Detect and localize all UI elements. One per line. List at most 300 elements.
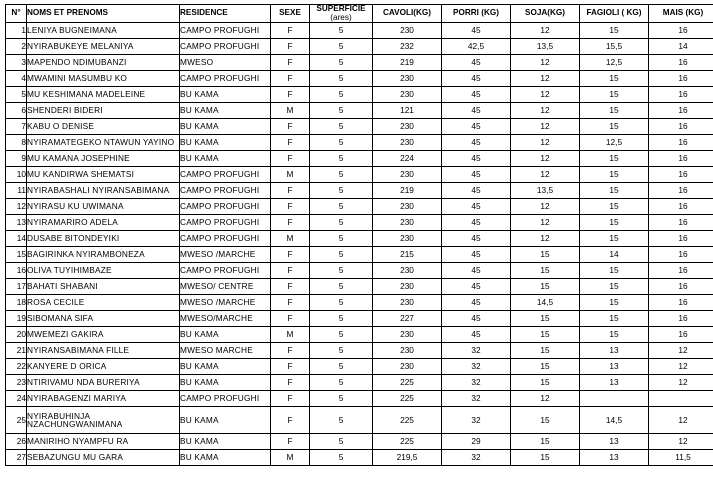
cell-superficie: 5 — [310, 55, 373, 71]
cell-superficie: 5 — [310, 295, 373, 311]
table-row[interactable] — [6, 215, 713, 231]
cell-mais: 12 — [649, 434, 713, 450]
table-row[interactable] — [6, 135, 713, 151]
cell-sexe: F — [271, 407, 310, 434]
cell-no: 10 — [6, 167, 27, 183]
cell-cavoli: 230 — [373, 87, 442, 103]
cell-name: KANYERE D ORICA — [27, 359, 180, 375]
cell-no: 12 — [6, 199, 27, 215]
cell-soja: 15 — [511, 279, 580, 295]
cell-no: 7 — [6, 119, 27, 135]
cell-no: 8 — [6, 135, 27, 151]
beneficiary-distribution-table — [5, 4, 713, 466]
cell-soja: 15 — [511, 263, 580, 279]
cell-fagioli: 13 — [580, 343, 649, 359]
table-row[interactable] — [6, 87, 713, 103]
cell-residence: CAMPO PROFUGHI — [180, 39, 271, 55]
cell-soja: 14,5 — [511, 295, 580, 311]
cell-superficie: 5 — [310, 183, 373, 199]
cell-mais: 16 — [649, 103, 713, 119]
column-header-sexe: SEXE — [271, 5, 310, 23]
cell-superficie: 5 — [310, 327, 373, 343]
cell-mais: 12 — [649, 375, 713, 391]
cell-fagioli: 15 — [580, 231, 649, 247]
cell-sexe: F — [271, 359, 310, 375]
cell-porri: 45 — [442, 167, 511, 183]
cell-residence: CAMPO PROFUGHI — [180, 215, 271, 231]
cell-residence: CAMPO PROFUGHI — [180, 231, 271, 247]
cell-sexe: F — [271, 311, 310, 327]
cell-porri: 45 — [442, 295, 511, 311]
cell-mais: 16 — [649, 151, 713, 167]
cell-cavoli: 230 — [373, 71, 442, 87]
cell-fagioli: 15 — [580, 183, 649, 199]
cell-residence: MWESO/ CENTRE — [180, 279, 271, 295]
cell-mais: 16 — [649, 23, 713, 39]
cell-name: KABU O DENISE — [27, 119, 180, 135]
cell-superficie: 5 — [310, 119, 373, 135]
cell-soja: 12 — [511, 103, 580, 119]
cell-fagioli: 15 — [580, 279, 649, 295]
cell-residence: BU KAMA — [180, 375, 271, 391]
cell-residence: CAMPO PROFUGHI — [180, 183, 271, 199]
cell-name: MU KAMANA JOSEPHINE — [27, 151, 180, 167]
cell-superficie: 5 — [310, 135, 373, 151]
cell-soja: 15 — [511, 375, 580, 391]
table-row[interactable] — [6, 343, 713, 359]
table-row[interactable] — [6, 327, 713, 343]
cell-mais: 16 — [649, 71, 713, 87]
column-header-names: NOMS ET PRENOMS — [27, 5, 180, 23]
cell-cavoli: 219 — [373, 183, 442, 199]
cell-mais: 12 — [649, 359, 713, 375]
table-row[interactable] — [6, 231, 713, 247]
table-row[interactable] — [6, 391, 713, 407]
cell-fagioli: 15 — [580, 71, 649, 87]
table-row[interactable] — [6, 71, 713, 87]
cell-residence: BU KAMA — [180, 434, 271, 450]
cell-superficie: 5 — [310, 343, 373, 359]
cell-name: BAGIRINKA NYIRAMBONEZA — [27, 247, 180, 263]
table-body — [6, 23, 713, 466]
cell-cavoli: 230 — [373, 167, 442, 183]
table-row[interactable] — [6, 167, 713, 183]
cell-name: NYIRAMATEGEKO NTAWUN YAYINO — [27, 135, 180, 151]
cell-residence: MWESO MARCHE — [180, 343, 271, 359]
cell-sexe: F — [271, 215, 310, 231]
cell-no: 23 — [6, 375, 27, 391]
column-header-cavoli: CAVOLI(KG) — [373, 5, 442, 23]
cell-superficie: 5 — [310, 247, 373, 263]
table-row[interactable] — [6, 55, 713, 71]
table-row[interactable] — [6, 263, 713, 279]
cell-no: 3 — [6, 55, 27, 71]
cell-sexe: F — [271, 87, 310, 103]
cell-no: 18 — [6, 295, 27, 311]
cell-sexe: F — [271, 263, 310, 279]
cell-mais: 12 — [649, 407, 713, 434]
cell-cavoli: 230 — [373, 215, 442, 231]
cell-soja: 13,5 — [511, 183, 580, 199]
cell-sexe: F — [271, 151, 310, 167]
cell-superficie: 5 — [310, 71, 373, 87]
cell-cavoli: 121 — [373, 103, 442, 119]
cell-cavoli: 225 — [373, 407, 442, 434]
cell-cavoli: 230 — [373, 199, 442, 215]
cell-soja: 12 — [511, 215, 580, 231]
cell-fagioli: 15 — [580, 215, 649, 231]
cell-porri: 45 — [442, 311, 511, 327]
cell-fagioli: 12,5 — [580, 135, 649, 151]
cell-mais: 16 — [649, 263, 713, 279]
cell-soja: 12 — [511, 167, 580, 183]
cell-residence: BU KAMA — [180, 135, 271, 151]
cell-name: NTIRIVAMU NDA BURERIYA — [27, 375, 180, 391]
cell-porri: 45 — [442, 151, 511, 167]
cell-fagioli: 15 — [580, 167, 649, 183]
cell-cavoli: 230 — [373, 327, 442, 343]
cell-porri: 45 — [442, 199, 511, 215]
cell-soja: 15 — [511, 327, 580, 343]
cell-superficie: 5 — [310, 215, 373, 231]
cell-name: SHENDERI BIDERI — [27, 103, 180, 119]
cell-superficie: 5 — [310, 391, 373, 407]
cell-superficie: 5 — [310, 450, 373, 466]
cell-residence: MWESO /MARCHE — [180, 247, 271, 263]
column-header-no: N° — [6, 5, 27, 23]
cell-residence: CAMPO PROFUGHI — [180, 391, 271, 407]
cell-fagioli: 15 — [580, 87, 649, 103]
cell-porri: 45 — [442, 119, 511, 135]
cell-sexe: F — [271, 119, 310, 135]
cell-fagioli: 15 — [580, 119, 649, 135]
header-row — [6, 5, 713, 23]
cell-soja: 15 — [511, 311, 580, 327]
cell-soja: 12 — [511, 391, 580, 407]
cell-cavoli: 225 — [373, 391, 442, 407]
cell-sexe: F — [271, 183, 310, 199]
cell-mais: 14 — [649, 39, 713, 55]
cell-soja: 12 — [511, 55, 580, 71]
cell-residence: BU KAMA — [180, 103, 271, 119]
cell-cavoli: 230 — [373, 119, 442, 135]
cell-mais: 16 — [649, 215, 713, 231]
cell-residence: MWESO/MARCHE — [180, 311, 271, 327]
superficie-unit: (ares) — [330, 12, 352, 22]
cell-no: 20 — [6, 327, 27, 343]
cell-residence: BU KAMA — [180, 450, 271, 466]
cell-name: NYIRANSABIMANA FILLE — [27, 343, 180, 359]
cell-name: NYIRABUHINJA NZACHUNGWANIMANA — [27, 407, 180, 434]
cell-superficie: 5 — [310, 199, 373, 215]
cell-name: ROSA CECILE — [27, 295, 180, 311]
cell-sexe: F — [271, 247, 310, 263]
cell-name: OLIVA TUYIHIMBAZE — [27, 263, 180, 279]
cell-soja: 12 — [511, 135, 580, 151]
cell-porri: 32 — [442, 359, 511, 375]
cell-fagioli: 15 — [580, 263, 649, 279]
cell-residence: CAMPO PROFUGHI — [180, 263, 271, 279]
table-row[interactable] — [6, 199, 713, 215]
cell-cavoli: 224 — [373, 151, 442, 167]
cell-name: NYIRABASHALI NYIRANSABIMANA — [27, 183, 180, 199]
cell-superficie: 5 — [310, 103, 373, 119]
cell-fagioli: 15 — [580, 151, 649, 167]
cell-mais: 16 — [649, 199, 713, 215]
table-row[interactable] — [6, 434, 713, 450]
cell-soja: 13,5 — [511, 39, 580, 55]
cell-sexe: F — [271, 343, 310, 359]
cell-superficie: 5 — [310, 434, 373, 450]
cell-sexe: F — [271, 199, 310, 215]
cell-name: MWAMINI MASUMBU KO — [27, 71, 180, 87]
cell-porri: 32 — [442, 375, 511, 391]
cell-fagioli — [580, 391, 649, 407]
cell-porri: 32 — [442, 391, 511, 407]
cell-sexe: M — [271, 103, 310, 119]
cell-fagioli: 15 — [580, 295, 649, 311]
cell-superficie: 5 — [310, 151, 373, 167]
cell-residence: CAMPO PROFUGHI — [180, 23, 271, 39]
cell-no: 24 — [6, 391, 27, 407]
cell-mais: 16 — [649, 247, 713, 263]
cell-fagioli: 13 — [580, 450, 649, 466]
cell-soja: 12 — [511, 87, 580, 103]
cell-no: 15 — [6, 247, 27, 263]
cell-fagioli: 15 — [580, 103, 649, 119]
cell-sexe: F — [271, 295, 310, 311]
cell-porri: 45 — [442, 71, 511, 87]
cell-superficie: 5 — [310, 23, 373, 39]
table-row[interactable] — [6, 247, 713, 263]
table-row[interactable] — [6, 407, 713, 434]
cell-superficie: 5 — [310, 231, 373, 247]
column-header-porri: PORRI (KG) — [442, 5, 511, 23]
cell-cavoli: 225 — [373, 375, 442, 391]
cell-superficie: 5 — [310, 279, 373, 295]
cell-superficie: 5 — [310, 87, 373, 103]
cell-sexe: F — [271, 55, 310, 71]
cell-sexe: F — [271, 375, 310, 391]
cell-fagioli: 14 — [580, 247, 649, 263]
cell-cavoli: 230 — [373, 231, 442, 247]
cell-residence: BU KAMA — [180, 407, 271, 434]
table-row[interactable] — [6, 39, 713, 55]
cell-fagioli: 15 — [580, 23, 649, 39]
cell-no: 9 — [6, 151, 27, 167]
cell-soja: 15 — [511, 450, 580, 466]
superficie-label: SUPERFICIE — [316, 4, 366, 13]
cell-sexe: F — [271, 23, 310, 39]
cell-mais: 16 — [649, 167, 713, 183]
cell-sexe: F — [271, 71, 310, 87]
cell-sexe: M — [271, 167, 310, 183]
cell-name: SEBAZUNGU MU GARA — [27, 450, 180, 466]
cell-mais: 12 — [649, 343, 713, 359]
cell-no: 27 — [6, 450, 27, 466]
cell-residence: BU KAMA — [180, 327, 271, 343]
cell-cavoli: 230 — [373, 279, 442, 295]
column-header-fagioli: FAGIOLI ( KG) — [580, 5, 649, 23]
cell-cavoli: 225 — [373, 434, 442, 450]
table-row[interactable] — [6, 119, 713, 135]
cell-soja: 15 — [511, 407, 580, 434]
cell-no: 2 — [6, 39, 27, 55]
table-row[interactable] — [6, 359, 713, 375]
cell-porri: 45 — [442, 215, 511, 231]
cell-porri: 45 — [442, 55, 511, 71]
cell-mais — [649, 391, 713, 407]
cell-cavoli: 232 — [373, 39, 442, 55]
cell-porri: 32 — [442, 407, 511, 434]
cell-name: MU KANDIRWA SHEMATSI — [27, 167, 180, 183]
table-row[interactable] — [6, 279, 713, 295]
cell-name: LENIYA BUGNEIMANA — [27, 23, 180, 39]
cell-porri: 32 — [442, 343, 511, 359]
cell-fagioli: 13 — [580, 375, 649, 391]
cell-sexe: M — [271, 450, 310, 466]
cell-cavoli: 230 — [373, 23, 442, 39]
cell-name: BAHATI SHABANI — [27, 279, 180, 295]
cell-residence: MWESO — [180, 55, 271, 71]
table-row[interactable] — [6, 295, 713, 311]
table-header — [6, 5, 713, 23]
cell-name: SIBOMANA SIFA — [27, 311, 180, 327]
cell-sexe: M — [271, 327, 310, 343]
column-header-residence: RESIDENCE — [180, 5, 271, 23]
column-header-superficie — [310, 5, 373, 23]
cell-superficie: 5 — [310, 39, 373, 55]
cell-name: MWEMEZI GAKIRA — [27, 327, 180, 343]
cell-superficie: 5 — [310, 359, 373, 375]
cell-cavoli: 219 — [373, 55, 442, 71]
cell-soja: 12 — [511, 23, 580, 39]
cell-porri: 45 — [442, 103, 511, 119]
cell-porri: 45 — [442, 23, 511, 39]
cell-cavoli: 230 — [373, 295, 442, 311]
cell-mais: 16 — [649, 295, 713, 311]
cell-soja: 12 — [511, 151, 580, 167]
cell-fagioli: 13 — [580, 359, 649, 375]
cell-no: 25 — [6, 407, 27, 434]
cell-fagioli: 15 — [580, 311, 649, 327]
cell-sexe: F — [271, 434, 310, 450]
cell-porri: 45 — [442, 247, 511, 263]
cell-superficie: 5 — [310, 167, 373, 183]
table-row[interactable] — [6, 311, 713, 327]
cell-name: MANIRIHO NYAMPFU RA — [27, 434, 180, 450]
cell-porri: 45 — [442, 279, 511, 295]
cell-residence: CAMPO PROFUGHI — [180, 199, 271, 215]
cell-fagioli: 13 — [580, 434, 649, 450]
cell-sexe: F — [271, 279, 310, 295]
column-header-mais: MAIS (KG) — [649, 5, 713, 23]
cell-porri: 29 — [442, 434, 511, 450]
table-row[interactable] — [6, 375, 713, 391]
table-row[interactable] — [6, 183, 713, 199]
cell-cavoli: 227 — [373, 311, 442, 327]
cell-mais: 16 — [649, 87, 713, 103]
table-row[interactable] — [6, 103, 713, 119]
cell-name: NYIRASU KU UWIMANA — [27, 199, 180, 215]
cell-superficie: 5 — [310, 263, 373, 279]
cell-soja: 12 — [511, 199, 580, 215]
cell-no: 4 — [6, 71, 27, 87]
cell-fagioli: 15 — [580, 199, 649, 215]
cell-mais: 16 — [649, 183, 713, 199]
cell-soja: 15 — [511, 343, 580, 359]
cell-residence: BU KAMA — [180, 87, 271, 103]
cell-no: 14 — [6, 231, 27, 247]
cell-sexe: M — [271, 231, 310, 247]
cell-porri: 32 — [442, 450, 511, 466]
cell-porri: 45 — [442, 231, 511, 247]
cell-name: MAPENDO NDIMUBANZI — [27, 55, 180, 71]
column-header-soja: SOJA(KG) — [511, 5, 580, 23]
cell-residence: CAMPO PROFUGHI — [180, 167, 271, 183]
cell-soja: 15 — [511, 359, 580, 375]
cell-mais: 16 — [649, 55, 713, 71]
cell-residence: MWESO /MARCHE — [180, 295, 271, 311]
cell-name: DUSABE BITONDEYIKI — [27, 231, 180, 247]
cell-name: NYIRABUKEYE MELANIYA — [27, 39, 180, 55]
cell-sexe: F — [271, 135, 310, 151]
cell-mais: 11,5 — [649, 450, 713, 466]
cell-no: 21 — [6, 343, 27, 359]
cell-mais: 16 — [649, 327, 713, 343]
cell-cavoli: 230 — [373, 359, 442, 375]
table-row[interactable] — [6, 151, 713, 167]
cell-fagioli: 14,5 — [580, 407, 649, 434]
cell-mais: 16 — [649, 231, 713, 247]
cell-residence: CAMPO PROFUGHI — [180, 71, 271, 87]
cell-superficie: 5 — [310, 375, 373, 391]
cell-porri: 42,5 — [442, 39, 511, 55]
cell-name: MU KESHIMANA MADELEINE — [27, 87, 180, 103]
cell-no: 6 — [6, 103, 27, 119]
cell-residence: BU KAMA — [180, 151, 271, 167]
table-row[interactable] — [6, 450, 713, 466]
cell-name: NYIRABAGENZI MARIYA — [27, 391, 180, 407]
cell-superficie: 5 — [310, 311, 373, 327]
cell-no: 5 — [6, 87, 27, 103]
table-row[interactable] — [6, 23, 713, 39]
cell-mais: 16 — [649, 119, 713, 135]
cell-mais: 16 — [649, 279, 713, 295]
cell-porri: 45 — [442, 87, 511, 103]
cell-soja: 15 — [511, 247, 580, 263]
cell-sexe: F — [271, 391, 310, 407]
cell-no: 22 — [6, 359, 27, 375]
cell-no: 1 — [6, 23, 27, 39]
cell-residence: BU KAMA — [180, 119, 271, 135]
cell-fagioli: 12,5 — [580, 55, 649, 71]
cell-superficie: 5 — [310, 407, 373, 434]
cell-cavoli: 230 — [373, 343, 442, 359]
cell-cavoli: 230 — [373, 263, 442, 279]
cell-no: 19 — [6, 311, 27, 327]
cell-no: 11 — [6, 183, 27, 199]
cell-porri: 45 — [442, 135, 511, 151]
cell-cavoli: 215 — [373, 247, 442, 263]
cell-porri: 45 — [442, 263, 511, 279]
cell-residence: BU KAMA — [180, 359, 271, 375]
cell-no: 16 — [6, 263, 27, 279]
cell-fagioli: 15 — [580, 327, 649, 343]
cell-mais: 16 — [649, 135, 713, 151]
cell-mais: 16 — [649, 311, 713, 327]
cell-no: 13 — [6, 215, 27, 231]
